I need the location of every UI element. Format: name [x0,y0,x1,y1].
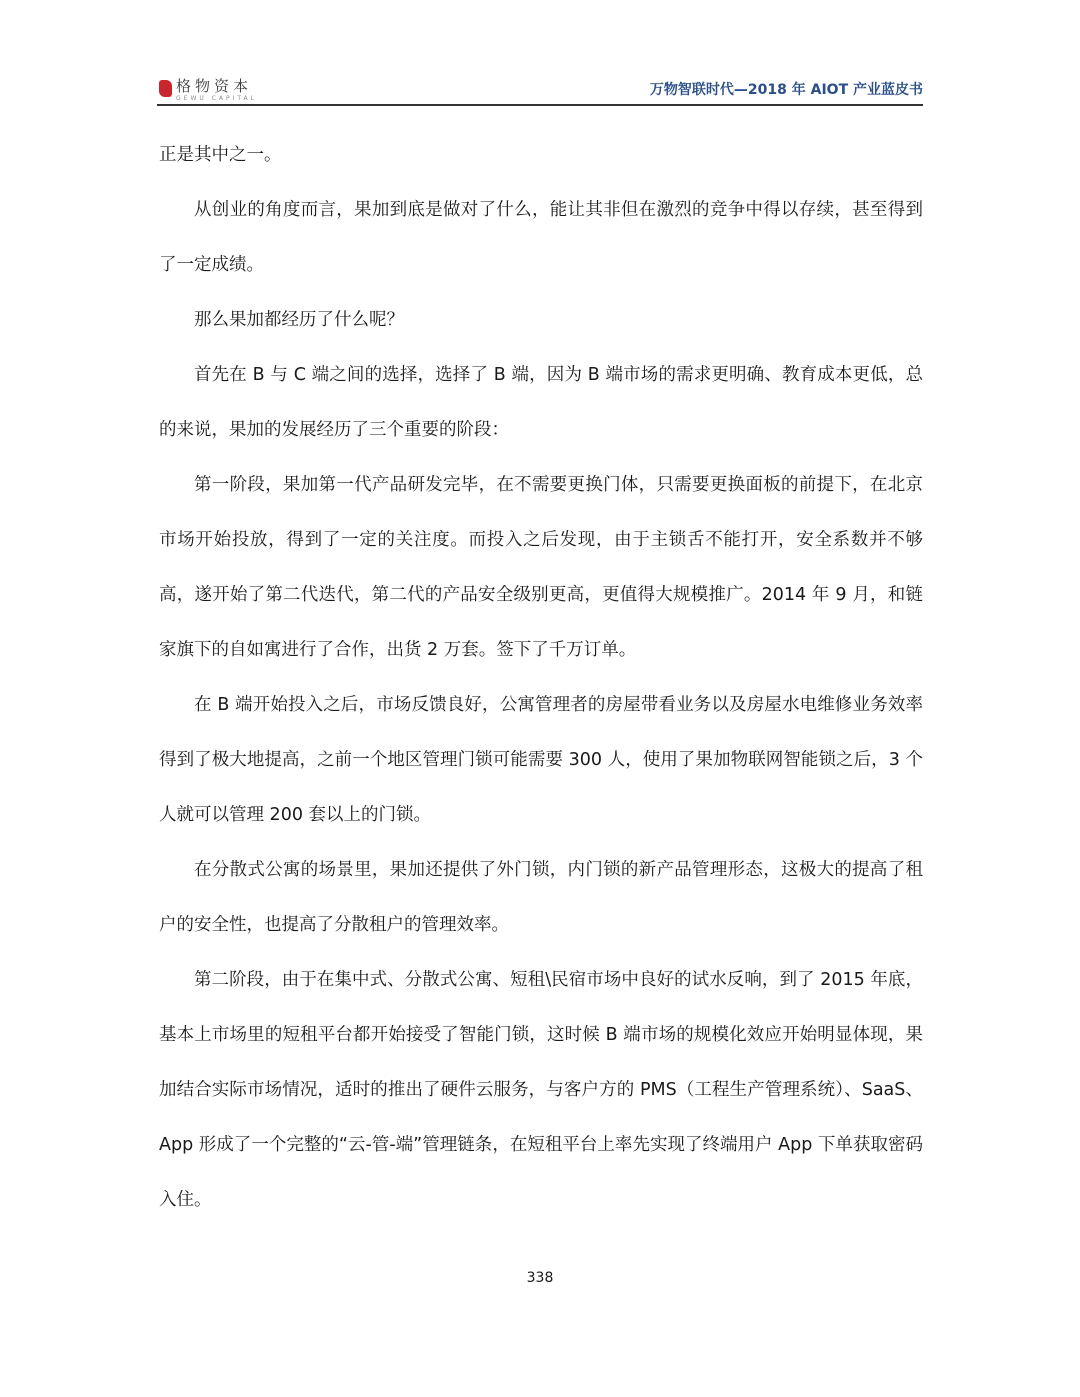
logo-mark-icon [159,80,172,97]
paragraph: 在 B 端开始投入之后，市场反馈良好，公寓管理者的房屋带看业务以及房屋水电维修业务效率得到了极大地提高，之前一个地区管理门锁可能需要 300 人，使用了果加物联网智能锁之后，3 个人就可以管理 200 套以上的门锁。 [159,695,923,825]
paragraph: 那么果加都经历了什么呢？ [194,310,404,330]
page-header [157,72,923,106]
logo-text [176,78,257,103]
paragraph: 在分散式公寓的场景里，果加还提供了外门锁，内门锁的新产品管理形态，这极大的提高了租户的安全性，也提高了分散租户的管理效率。 [159,860,923,935]
logo-name-en: GEWU CAPITAL [176,95,257,102]
body-text [159,128,923,1228]
logo-name-cn: 格物资本 [176,77,253,95]
page-number: 338 [526,1270,554,1286]
paragraph: 首先在 B 与 C 端之间的选择，选择了 B 端，因为 B 端市场的需求更明确、教育成本更低，总的来说，果加的发展经历了三个重要的阶段： [159,365,923,440]
paragraph: 正是其中之一。 [159,145,282,165]
gewu-capital-logo [159,78,257,103]
paragraph: 第二阶段，由于在集中式、分散式公寓、短租\民宿市场中良好的试水反响，到了 2015 年底，基本上市场里的短租平台都开始接受了智能门锁，这时候 B 端市场的规模化效应开始明显体现，果加结合实际市场情况，适时的推出了硬件云服务，与客户方的 PMS（工程生产管理系统）、SaaS、App 形成了一个完整的“云-管-端”管理链条，在短租平台上率先实现了终端用户 App 下单获取密码入住。 [159,970,923,1210]
paragraph: 从创业的角度而言，果加到底是做对了什么，能让其非但在激烈的竞争中得以存续，甚至得到了一定成绩。 [159,200,923,275]
paragraph: 第一阶段，果加第一代产品研发完毕，在不需要更换门体，只需要更换面板的前提下，在北京市场开始投放，得到了一定的关注度。而投入之后发现，由于主锁舌不能打开，安全系数并不够高，遂开始了第二代迭代，第二代的产品安全级别更高，更值得大规模推广。2014 年 9 月，和链家旗下的自如寓进行了合作，出货 2 万套。签下了千万订单。 [159,475,923,660]
document-title: 万物智联时代—2018 年 AIOT 产业蓝皮书 [649,82,923,98]
